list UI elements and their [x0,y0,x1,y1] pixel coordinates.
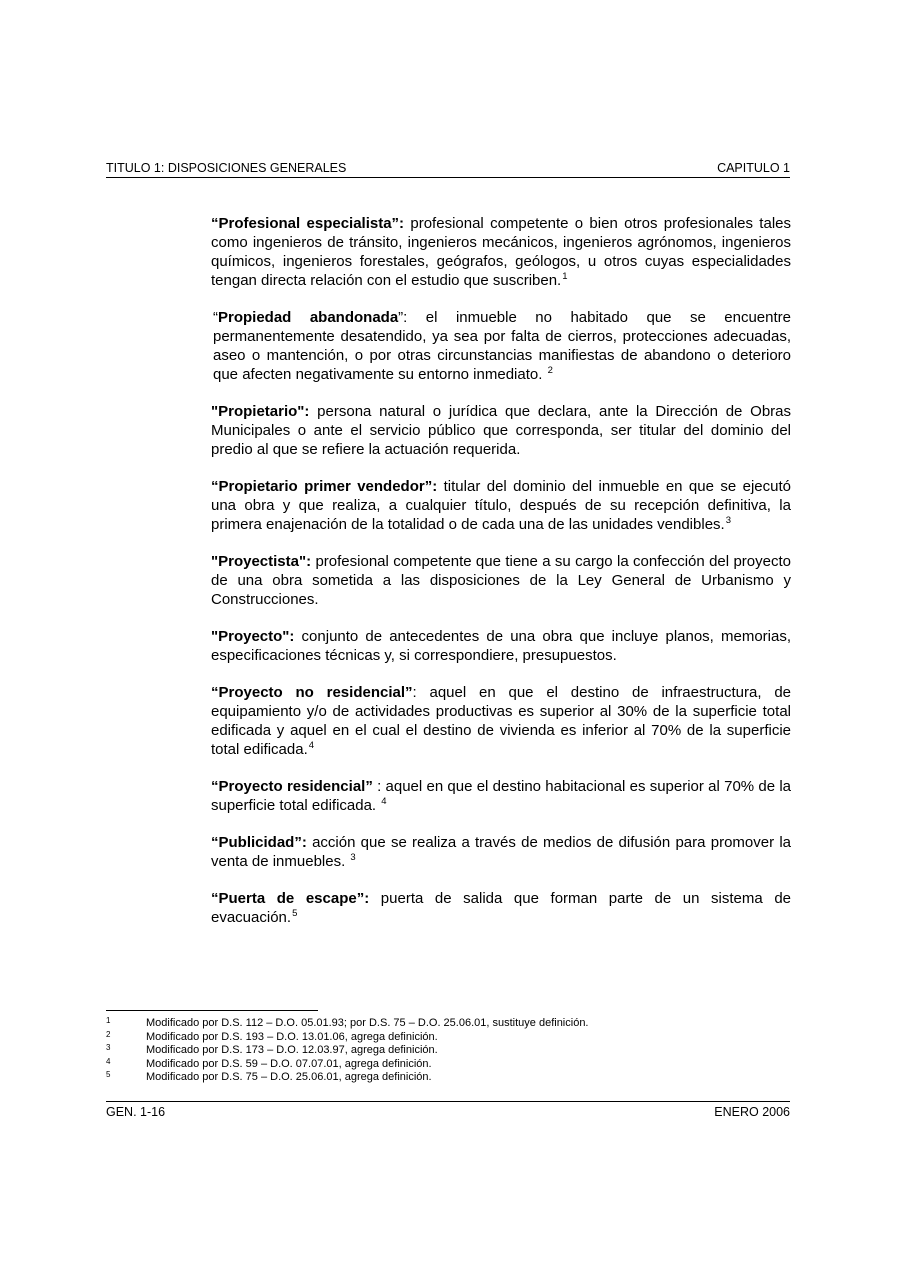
footnote-text: Modificado por D.S. 193 – D.O. 13.01.06, agrega definición. [146,1030,438,1043]
footnote-number: 4 [106,1056,111,1066]
definition-text: titular del dominio del inmueble en que se ejecutó una obra y que realiza, a cualquier título, después de su recepción definitiva, la primera enajenación de la totalidad o de cada una de las unidades vendibles. [211,478,792,533]
page-footer [106,1101,790,1120]
definition-prefix: “ [213,309,218,326]
definition-text: puerta de salida que forman parte de un sistema de evacuación. [211,890,791,926]
footnote-ref[interactable]: 5 [292,908,298,919]
edition-date: ENERO 2006 [714,1105,790,1119]
footnote-ref[interactable]: 3 [350,852,356,863]
footnote-number: 1 [106,1016,111,1025]
footnote [106,1058,790,1072]
definition-entry [211,214,791,290]
definition-term: “Propietario primer vendedor”: [211,478,438,495]
footnote-ref[interactable]: 4 [381,796,387,807]
footnotes [106,1017,790,1085]
footnote-text: Modificado por D.S. 112 – D.O. 05.01.93; por D.S. 75 – D.O. 25.06.01, sustituye definición. [146,1017,589,1029]
definition-entry [211,833,791,871]
definition-term: "Proyecto": [211,628,295,645]
definition-term: “Puerta de escape”: [211,890,370,907]
definition-text: : aquel en que el destino de infraestructura, de equipamiento y/o de actividades productivas es superior al 30% de la superficie total edificada y aquel en el cual el destino de vivienda es inferior al 70% de la superficie total edificada. [211,684,792,758]
definition-term: “Proyecto residencial” [211,778,373,795]
footnote-text: Modificado por D.S. 173 – D.O. 12.03.97, agrega definición. [146,1044,438,1056]
definition-entry [211,683,791,759]
definitions-list [211,214,791,945]
definition-text: conjunto de antecedentes de una obra que incluye planos, memorias, especificaciones técnicas y, si correspondiere, presupuestos. [211,628,791,664]
footnote [106,1071,790,1085]
definition-entry [211,308,791,384]
definition-term: “Proyecto no residencial” [211,684,413,701]
definition-entry [211,402,791,459]
footnote-number: 2 [106,1029,111,1039]
definition-text: profesional competente que tiene a su cargo la confección del proyecto de una obra sometida a las disposiciones de la Ley General de Urbanismo y Construcciones. [211,553,791,608]
footnote-text: Modificado por D.S. 75 – D.O. 25.06.01, agrega definición. [146,1071,432,1083]
footnote-number: 3 [106,1043,111,1052]
definition-term: "Propietario": [211,403,310,420]
footnote-ref[interactable]: 4 [308,740,315,751]
footnote-text: Modificado por D.S. 59 – D.O. 07.07.01, agrega definición. [146,1057,432,1070]
definition-entry [211,889,791,927]
definition-term: “Profesional especialista”: [211,215,405,232]
definition-entry [211,777,791,815]
footnote-ref[interactable]: 1 [562,271,568,282]
footnote [106,1044,790,1058]
definition-text: profesional competente o bien otros profesionales tales como ingenieros de tránsito, ingenieros mecánicos, ingenieros agrónomos, ingenieros químicos, ingenieros forestales, geógrafos, geólogos, u otros cuyas especialidades tengan directa relación con el estudio que suscriben. [211,215,791,289]
page-header [106,160,790,178]
footnote-number: 5 [106,1070,111,1079]
definition-entry [211,552,791,609]
footnote [106,1031,790,1045]
page-number: GEN. 1-16 [106,1105,166,1119]
definition-term: “Publicidad”: [211,834,307,851]
definition-text: acción que se realiza a través de medios de difusión para promover la venta de inmuebles. [211,834,791,870]
header-chapter: CAPITULO 1 [717,161,790,175]
definition-term: "Proyectista": [211,553,312,570]
footnote-ref[interactable]: 3 [725,515,731,526]
definition-text: persona natural o jurídica que declara, ante la Dirección de Obras Municipales o ante el servicio público que corresponda, ser titular del dominio del predio al que se refiere la actuación requerida. [211,403,791,458]
definition-entry [211,477,791,534]
definition-text: ”: el inmueble no habitado que se encuentre permanentemente desatendido, ya sea por falta de cierros, protecciones adecuadas, aseo o mantención, o por otras circunstancias manifiestas de abandono o deterioro que afecten negativamente su entorno inmediato. [213,309,791,383]
footnote [106,1017,790,1031]
definition-entry [211,627,791,665]
footnote-ref[interactable]: 2 [547,365,553,376]
definition-text: : aquel en que el destino habitacional es superior al 70% de la superficie total edificada. [211,778,791,814]
definition-term: Propiedad abandonada [218,309,399,326]
header-title: TITULO 1: DISPOSICIONES GENERALES [106,161,347,175]
footnote-divider [106,1010,318,1011]
